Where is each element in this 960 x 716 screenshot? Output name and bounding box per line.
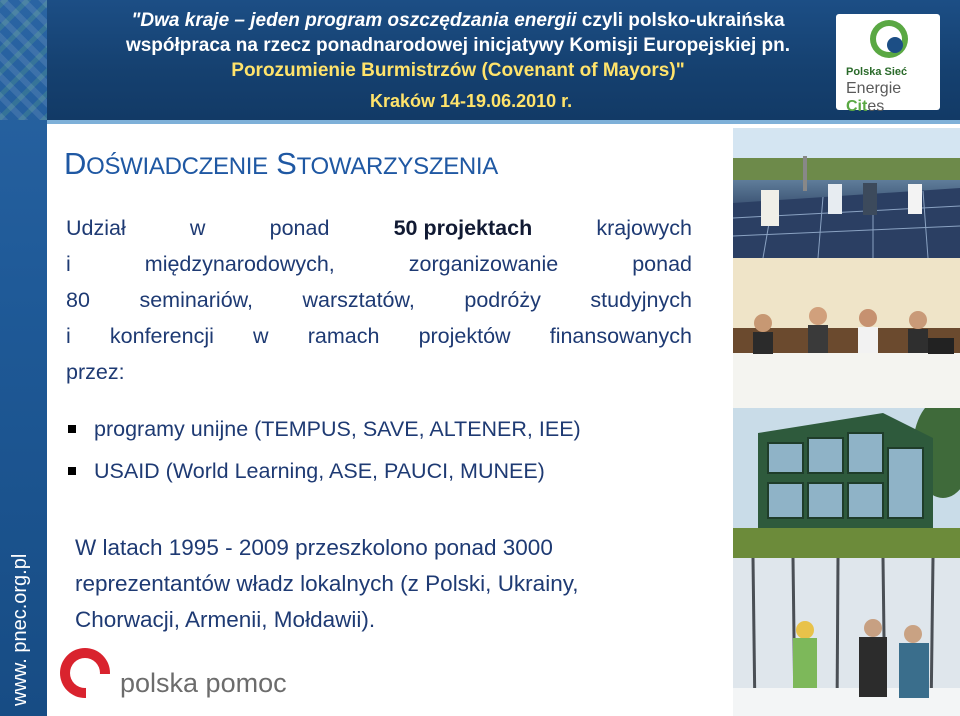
bullet-list — [66, 408, 716, 492]
word: w — [253, 324, 269, 348]
para2-line-1: W latach 1995 - 2009 przeszkolono ponad 3000 — [75, 535, 553, 560]
header-title-line2: współpraca na rzecz ponadnarodowej inicjatywy Komisji Europejskiej pn. — [125, 35, 791, 56]
title-rest-2: TOWARZYSZENIA — [296, 153, 499, 180]
para-line-3 — [66, 282, 692, 318]
word: w — [189, 216, 206, 240]
para-line-2 — [66, 246, 692, 282]
word: podróży — [464, 288, 541, 312]
word: ponad — [269, 216, 330, 240]
word: i — [66, 252, 71, 276]
bullet-text: USAID (World Learning, ASE, PAUCI, MUNEE) — [94, 458, 545, 483]
section-title — [64, 146, 498, 182]
bullet-square-icon — [68, 467, 76, 475]
word: Udział — [66, 216, 126, 240]
header-date: Kraków 14-19.06.2010 r. — [370, 91, 573, 111]
polska-pomoc-logo — [60, 648, 290, 704]
bullet-square-icon — [68, 425, 76, 433]
photo-forest-workers — [733, 558, 960, 716]
list-item — [66, 450, 716, 492]
polska-pomoc-emblem-icon — [60, 648, 110, 698]
para-line-1 — [66, 210, 692, 246]
para-line-5 — [66, 354, 692, 390]
word: zorganizowanie — [408, 252, 559, 276]
conference-image — [733, 258, 960, 408]
training-paragraph — [75, 530, 701, 638]
word: ramach — [307, 324, 380, 348]
word: warsztatów, — [302, 288, 415, 312]
polska-pomoc-text: polska pomoc — [120, 668, 287, 698]
word: krajowych — [596, 216, 692, 240]
word: 80 — [66, 288, 90, 312]
list-item — [66, 408, 716, 450]
photo-column — [733, 128, 960, 716]
solar-panels-image — [733, 128, 960, 258]
main-paragraph — [66, 210, 692, 390]
building-image — [733, 408, 960, 558]
header-title-line1-quote: "Dwa kraje – jeden program oszczędzania energii — [131, 10, 577, 31]
photo-conference — [733, 258, 960, 408]
word: ponad — [632, 252, 692, 276]
title-rest-1: OŚWIADCZENIE — [86, 153, 268, 180]
header-title-line3: Porozumienie Burmistrzów (Covenant of Mayors)" — [231, 60, 685, 81]
photo-green-building — [733, 408, 960, 558]
highlight-projects: 50 projektach — [393, 216, 533, 240]
logo-text-energie: Energie — [846, 80, 902, 97]
word: seminariów, — [139, 288, 253, 312]
word: studyjnych — [590, 288, 692, 312]
website-url: www. pnec.org.pl — [9, 553, 31, 706]
word: konferencji — [109, 324, 214, 348]
title-cap-s: S — [276, 146, 297, 181]
para2-line-3: Chorwacji, Armenii, Mołdawii). — [75, 607, 376, 632]
logo-text-cities-end: es — [867, 98, 885, 115]
word: finansowanych — [549, 324, 692, 348]
header-title-line1-rest: czyli polsko-ukraińska — [576, 10, 785, 31]
para2-line-2: reprezentantów władz lokalnych (z Polski, Ukrainy, — [75, 571, 579, 596]
word: i — [66, 324, 71, 348]
bullet-text: programy unijne (TEMPUS, SAVE, ALTENER, IEE) — [94, 416, 581, 441]
sidebar-pattern — [0, 0, 47, 120]
word: projektów — [418, 324, 511, 348]
forest-image — [733, 558, 960, 716]
word: przez: — [66, 360, 125, 384]
photo-solar-panels — [733, 128, 960, 258]
title-cap-d: D — [64, 146, 87, 181]
logo-emblem-icon — [870, 20, 908, 58]
logo-text-line1: Polska Sieć — [846, 66, 908, 78]
header-divider — [0, 120, 960, 124]
pnec-logo — [836, 14, 940, 115]
logo-text-cities: Cit — [846, 98, 868, 115]
word: międzynarodowych, — [144, 252, 335, 276]
para-line-4 — [66, 318, 692, 354]
logo-text-line2 — [846, 80, 940, 116]
header-title — [108, 8, 808, 83]
